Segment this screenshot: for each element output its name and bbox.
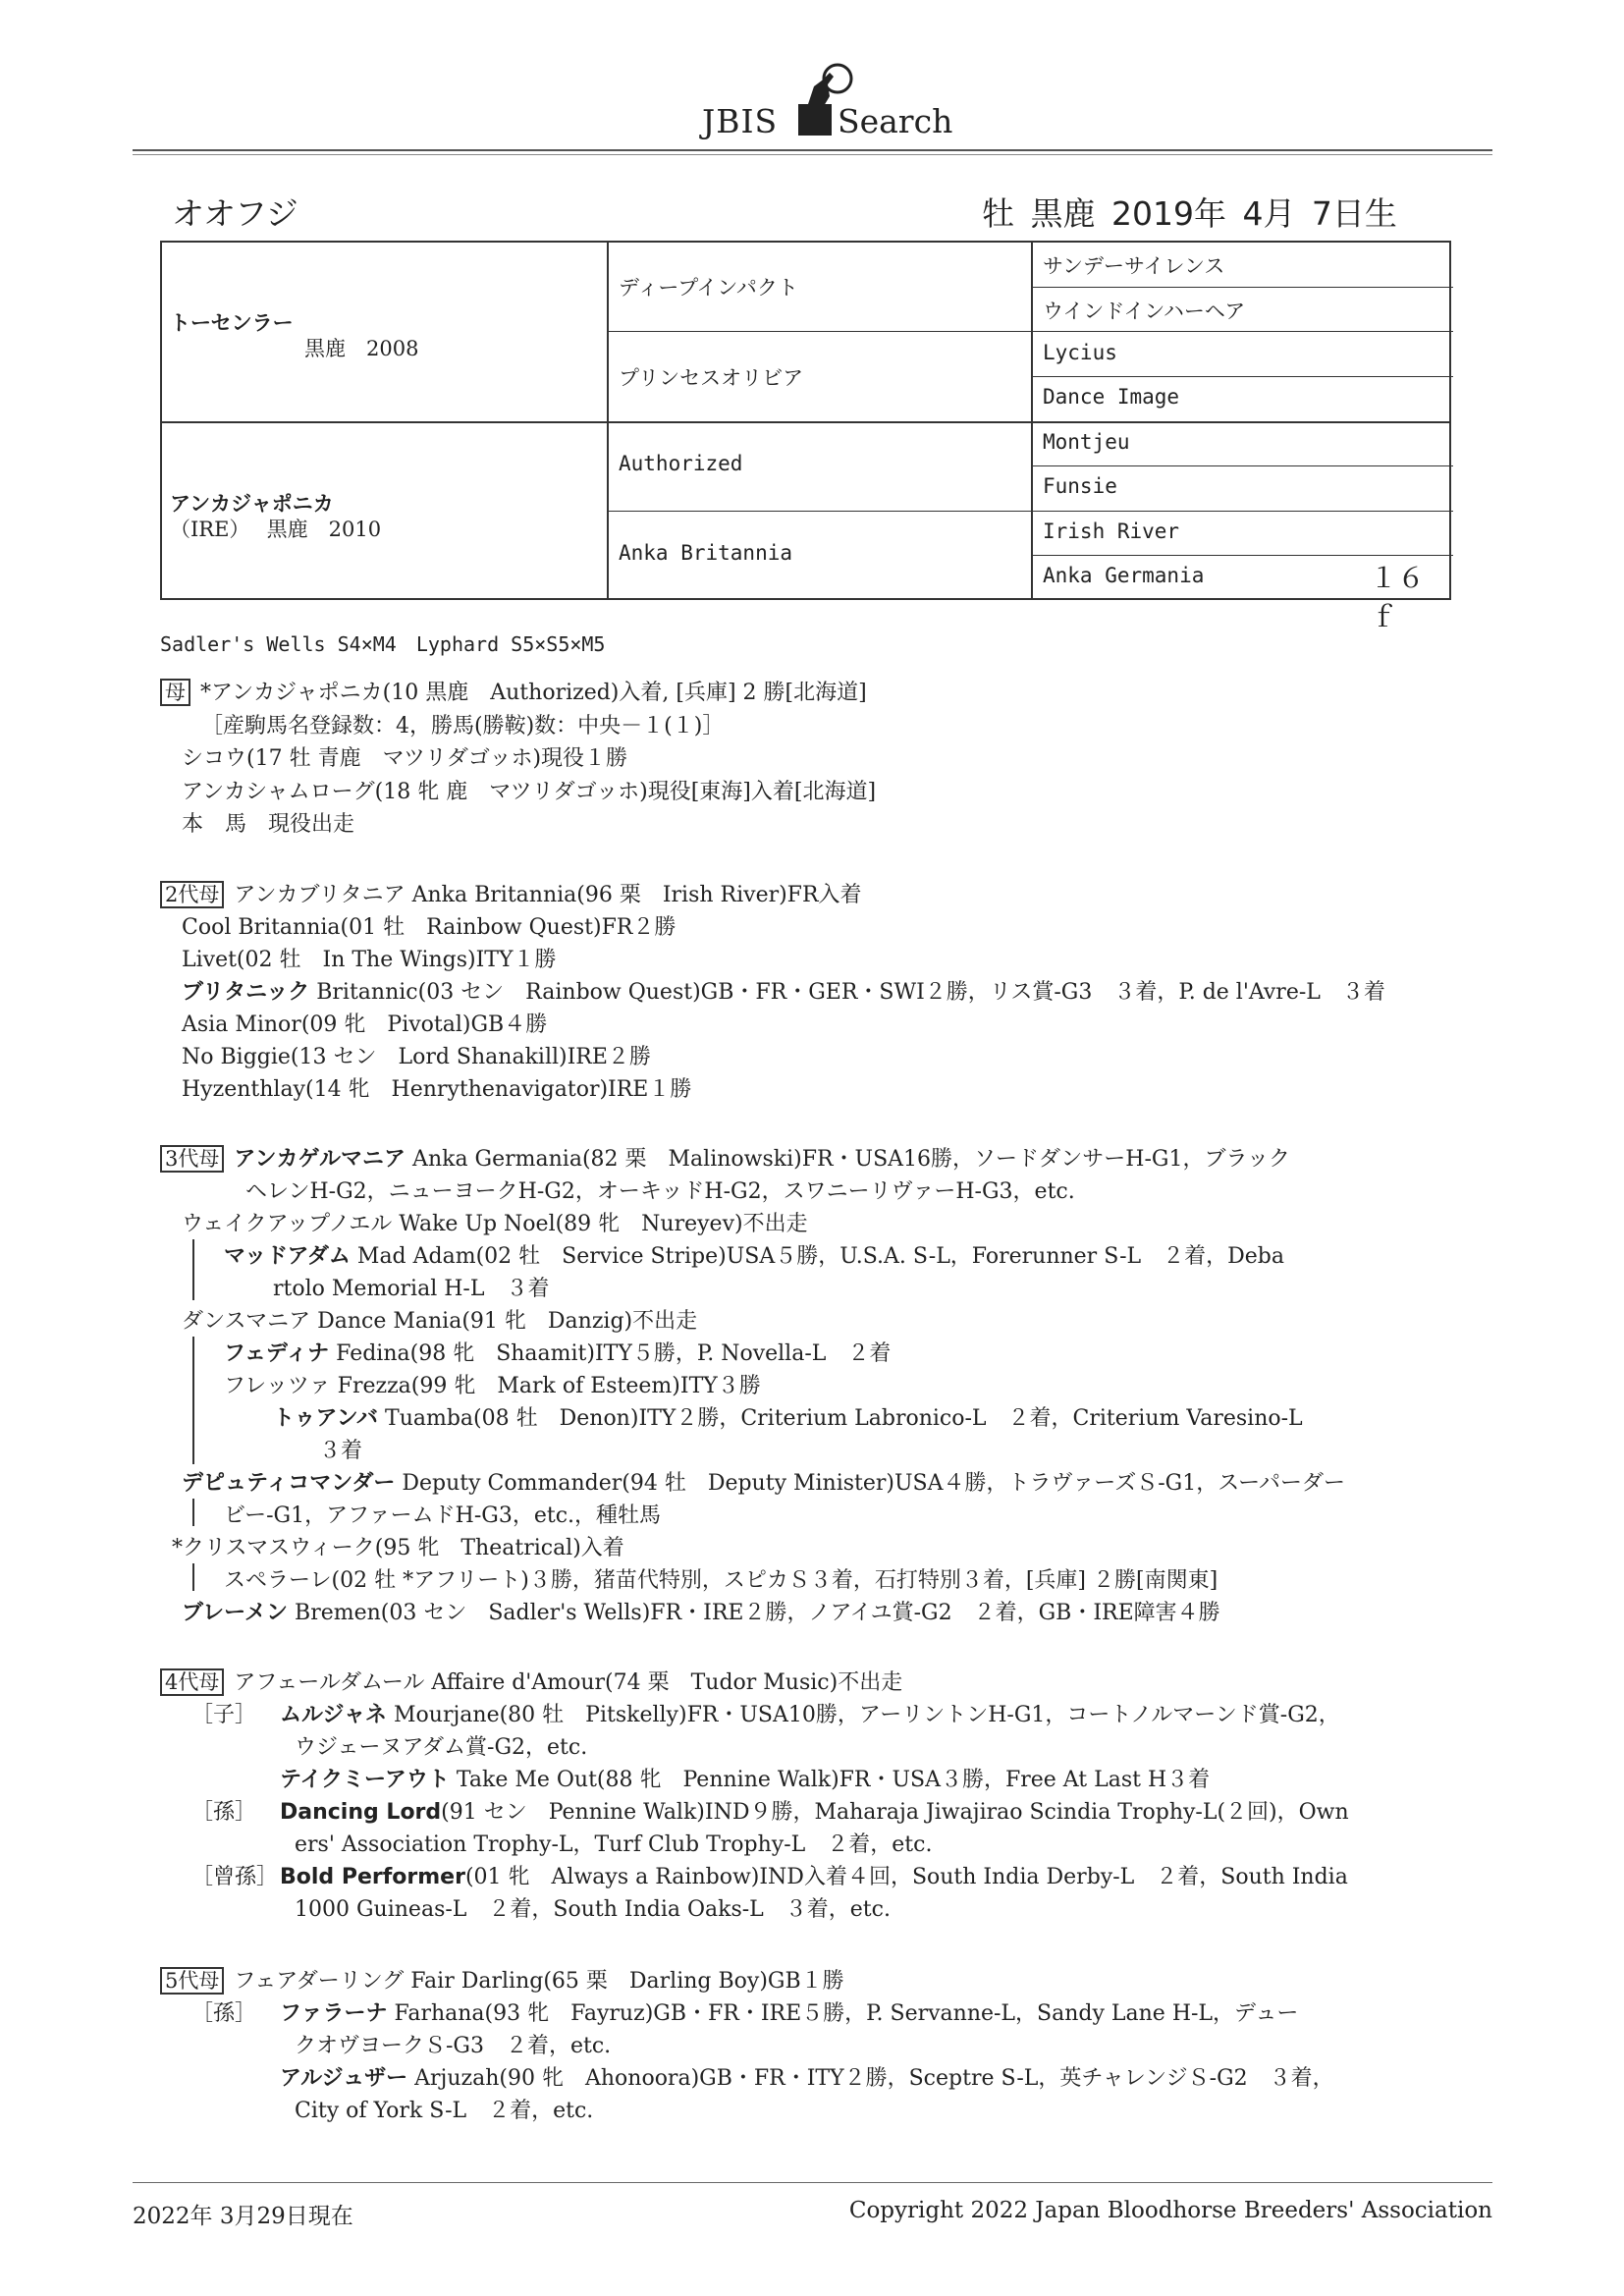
pedigree-table (160, 241, 1451, 633)
g2-dam-dam: Anka Britannia (619, 541, 793, 565)
g3-3: Lycius (1043, 341, 1117, 364)
family-line: マッドアダム Mad Adam(02 牡 Service Stripe)USA５勝，U.S.A. S-L，Forerunner S-L ２着，Deba (224, 1244, 1284, 1269)
logo-jbis-text: JBIS (702, 102, 779, 140)
family-line: 本 馬 現役出走 (182, 812, 355, 837)
jbis-search-logo[interactable] (702, 57, 953, 145)
black-type-name: アルジュザー (280, 2066, 408, 2091)
family-line: ers' Association Trophy-L，Turf Club Trophy-L ２着，etc. (295, 1832, 933, 1857)
black-type-name: フェディナ (224, 1341, 330, 1366)
g3-5: Montjeu (1043, 430, 1130, 454)
lineage-bar (192, 1337, 194, 1464)
g3-7: Irish River (1043, 519, 1180, 543)
lineage-bar (192, 1239, 194, 1300)
logo-search-text: Search (838, 102, 953, 140)
family-line: ファラーナ Farhana(93 牝 Fayruz)GB・FR・IRE５勝，P. Servanne-L，Sandy Lane H-L，デュー (280, 2001, 1299, 2026)
header-rule (133, 149, 1492, 151)
family-line: Hyzenthlay(14 牝 Henrythenavigator)IRE１勝 (182, 1077, 692, 1102)
table-divider (1031, 465, 1453, 466)
table-divider (162, 421, 1449, 423)
table-divider (607, 243, 609, 598)
family-line: *クリスマスウィーク(95 牝 Theatrical)入着 (172, 1536, 624, 1560)
black-type-name: ムルジャネ (280, 1703, 388, 1727)
family-line: フレッツァ Frezza(99 牝 Mark of Esteem)ITY３勝 (224, 1374, 761, 1398)
horse-info: 牡 黒鹿 2019年 4月 7日生 (982, 194, 1397, 233)
black-type-name: デピュティコマンダー (182, 1471, 396, 1496)
table-divider (607, 331, 1453, 332)
family-line: Dancing Lord(91 セン Pennine Walk)IND９勝，Maharaja Jiwajirao Scindia Trophy-L(２回)，Own (280, 1800, 1349, 1825)
section-label: 5代母 (160, 1967, 224, 1995)
family-line: Bold Performer(01 牝 Always a Rainbow)IND入着４回，South India Derby-L ２着，South India (280, 1865, 1348, 1889)
relation-label: ［曾孫］ (191, 1865, 279, 1889)
dam-section (160, 676, 867, 706)
g2-sire-sire: ディープインパクト (619, 276, 798, 300)
black-type-name: トゥアンバ (273, 1406, 379, 1431)
section-label: 母 (160, 679, 190, 706)
family-line: テイクミーアウト Take Me Out(88 牝 Pennine Walk)FR・USA３勝，Free At Last H３着 (280, 1768, 1211, 1792)
dam-detail: （IRE） 黒鹿 2010 (170, 518, 382, 541)
g5-section (160, 1964, 844, 1995)
family-line: デピュティコマンダー Deputy Commander(94 牡 Deputy Minister)USA４勝，トラヴァーズＳ-G1，スーパーダー (182, 1471, 1345, 1496)
table-divider (1031, 555, 1453, 556)
family-line: ウェイクアップノエル Wake Up Noel(89 牝 Nureyev)不出走 (182, 1212, 808, 1236)
inbreeding-line: Sadler's Wells S4×M4 Lyphard S5×S5×M5 (160, 632, 606, 656)
logo-block (798, 104, 832, 136)
horse-name: オオフジ (172, 194, 298, 233)
family-line: フェディナ Fedina(98 牝 Shaamit)ITY５勝，P. Novella-L ２着 (224, 1341, 892, 1366)
g2-dam-sire: Authorized (619, 452, 743, 475)
black-type-name: Dancing Lord (280, 1800, 442, 1825)
family-line: rtolo Memorial H-L ３着 (273, 1277, 550, 1301)
footer-date: 2022年 3月29日現在 (133, 2204, 353, 2229)
g2-section (160, 878, 862, 908)
table-divider (1031, 376, 1453, 377)
family-line: フェアダーリング Fair Darling(65 栗 Darling Boy)GB１勝 (234, 1969, 844, 1994)
family-line: クオヴヨークＳ-G3 ２着，etc. (295, 2034, 612, 2058)
relation-label: ［孫］ (191, 1800, 257, 1825)
section-label: 4代母 (160, 1668, 224, 1696)
black-type-name: ブリタニック (182, 980, 310, 1005)
family-line: ムルジャネ Mourjane(80 牡 Pitskelly)FR・USA10勝，アーリントンH-G1，コートノルマーンド賞-G2， (280, 1703, 1340, 1727)
black-type-name: アンカゲルマニア (234, 1147, 406, 1172)
family-line: ブリタニック Britannic(03 セン Rainbow Quest)GB・FR・GER・SWI２勝，リス賞-G3 ３着，P. de l'Avre-L ３着 (182, 980, 1385, 1005)
table-divider (1031, 287, 1453, 288)
g4-section (160, 1666, 902, 1696)
footer-rule (133, 2182, 1492, 2183)
family-line: 1000 Guineas-L ２着，South India Oaks-L ３着，etc. (295, 1897, 891, 1922)
g3-section: 3代母 アンカゲルマニア Anka Germania(82 栗 Malinowski)FR・USA16勝，ソードダンサーH-G1，ブラック (160, 1142, 1290, 1173)
family-line: City of York S-L ２着，etc. (295, 2099, 594, 2123)
family-line: トゥアンバ Tuamba(08 牡 Denon)ITY２勝，Criterium Labronico-L ２着，Criterium Varesino-L (273, 1406, 1303, 1431)
table-divider (607, 511, 1453, 512)
family-line: Livet(02 牡 In The Wings)ITY１勝 (182, 948, 557, 972)
family-line: ビー-G1，アファームドH-G3，etc.，種牡馬 (224, 1503, 662, 1528)
relation-label: ［子］ (191, 1703, 257, 1727)
family-line: ブレーメン Bremen(03 セン Sadler's Wells)FR・IRE２勝，ノアイユ賞-G2 ２着，GB・IRE障害４勝 (182, 1601, 1220, 1625)
black-type-name: Bold Performer (280, 1865, 465, 1889)
lineage-bar (192, 1499, 194, 1526)
table-divider (1031, 243, 1033, 598)
family-line: Cool Britannia(01 牡 Rainbow Quest)FR２勝 (182, 915, 677, 940)
family-line: ３着 (319, 1439, 363, 1463)
footer-copyright: Copyright 2022 Japan Bloodhorse Breeders' Association (848, 2198, 1492, 2223)
lineage-bar (192, 1563, 194, 1591)
family-line: ［産駒馬名登録数：4，勝馬(勝鞍)数：中央－１(１)］ (201, 714, 725, 738)
g3-8: Anka Germania (1043, 564, 1205, 587)
family-number: １６ｆ (1370, 562, 1426, 633)
dam-name: アンカジャポニカ (170, 492, 334, 516)
family-line: シコウ(17 牡 青鹿 マツリダゴッホ)現役１勝 (182, 746, 628, 771)
family-line: ヘレンH-G2，ニューヨークH-G2，オーキッドH-G2，スワニーリヴァーH-G3，etc. (245, 1179, 1075, 1204)
g3-6: Funsie (1043, 474, 1117, 498)
g3-4: Dance Image (1043, 385, 1180, 409)
g3-2: ウインドインハーヘア (1043, 300, 1246, 323)
header-rule-thin (133, 154, 1492, 155)
family-line: アルジュザー Arjuzah(90 牝 Ahonoora)GB・FR・ITY２勝，Sceptre S-L，英チャレンジＳ-G2 ３着， (280, 2066, 1334, 2091)
relation-label: ［孫］ (191, 2001, 257, 2026)
family-line: スペラーレ(02 牡 *アフリート)３勝，猪苗代特別，スピカＳ３着，石打特別３着，[兵庫] ２勝[南関東] (224, 1568, 1218, 1593)
family-line: アンカシャムローグ(18 牝 鹿 マツリダゴッホ)現役[東海]入着[北海道] (182, 780, 877, 804)
g2-sire-dam: プリンセスオリビア (619, 366, 804, 390)
family-line: ウジェーヌアダム賞-G2，etc. (295, 1735, 588, 1760)
sire-name: トーセンラー (170, 311, 294, 335)
black-type-name: ファラーナ (280, 2001, 388, 2026)
sire-detail: 黒鹿 2008 (304, 337, 419, 360)
g3-1: サンデーサイレンス (1043, 254, 1225, 278)
black-type-name: テイクミーアウト (280, 1768, 450, 1792)
section-label: 2代母 (160, 881, 224, 908)
black-type-name: マッドアダム (224, 1244, 351, 1269)
family-line: ダンスマニア Dance Mania(91 牝 Danzig)不出走 (182, 1309, 698, 1334)
section-label: 3代母 (160, 1145, 224, 1173)
family-line: アンカブリタニア Anka Britannia(96 栗 Irish River)FR入着 (234, 883, 862, 907)
black-type-name: ブレーメン (182, 1601, 289, 1625)
family-line: Asia Minor(09 牝 Pivotal)GB４勝 (182, 1012, 548, 1037)
family-line: *アンカジャポニカ(10 黒鹿 Authorized)入着, [兵庫] 2 勝[北海道] (200, 681, 867, 705)
family-line: アフェールダムール Affaire d'Amour(74 栗 Tudor Music)不出走 (234, 1670, 903, 1695)
family-line: No Biggie(13 セン Lord Shanakill)IRE２勝 (182, 1045, 651, 1069)
